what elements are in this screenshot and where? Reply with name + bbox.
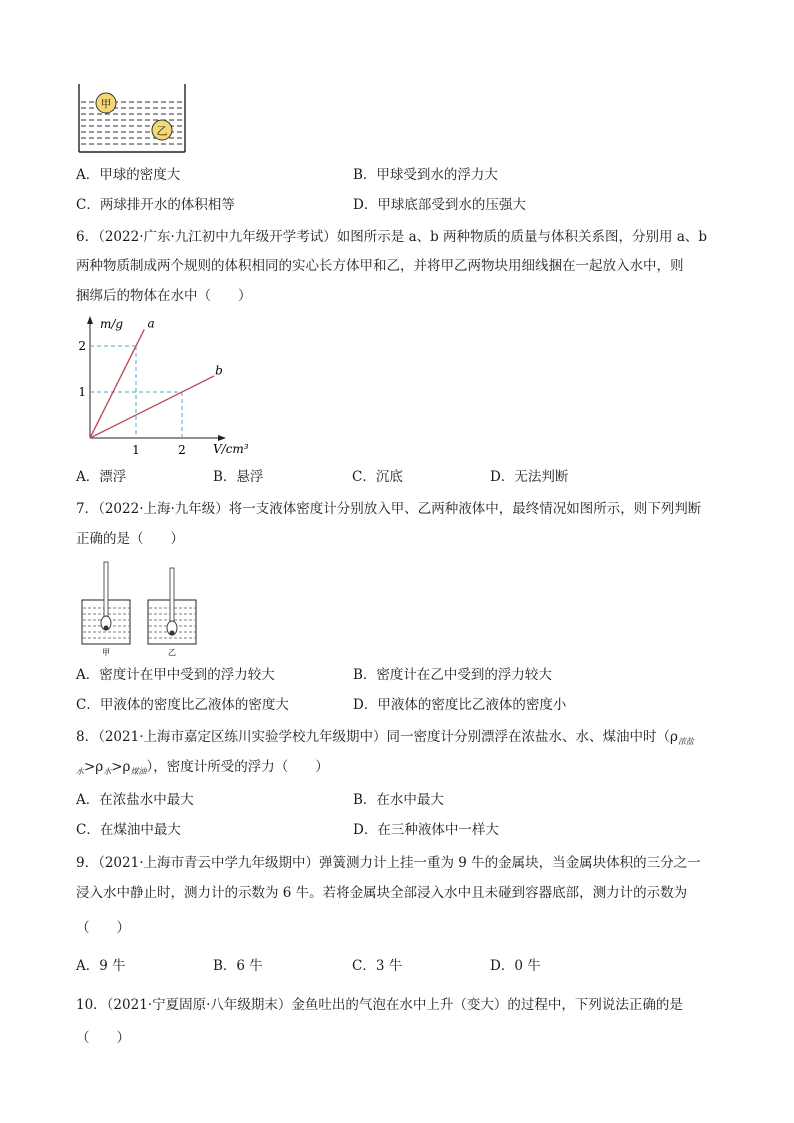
y-tick-1: 1 bbox=[78, 385, 86, 399]
q8-gt-1: >ρ bbox=[84, 759, 104, 775]
y-tick-2: 2 bbox=[78, 339, 86, 353]
ball-jia bbox=[96, 93, 116, 113]
q8-sub-water: 水 bbox=[103, 767, 112, 776]
x-axis-label: V/cm³ bbox=[213, 442, 249, 456]
y-axis-label: m/g bbox=[100, 317, 124, 331]
q9-stem-line1: 9．（2021·上海市青云中学九年级期中）弹簧测力计上挂一重为 9 牛的金属块，当金属块体积的三分之一 bbox=[76, 855, 701, 871]
q8-stem-line2 bbox=[76, 758, 329, 781]
q6-option-b: B．悬浮 bbox=[213, 469, 264, 485]
q9-stem-line3: （ ） bbox=[76, 920, 130, 936]
q9-option-b: B．6 牛 bbox=[213, 958, 263, 974]
q8-stem-text: 8．（2021·上海市嘉定区练川实验学校九年级期中）同一密度计分别漂浮在浓盐水、水、煤油中时（ρ bbox=[76, 729, 678, 745]
ball-jia-label: 甲 bbox=[100, 97, 112, 111]
q8-stem-line1 bbox=[76, 728, 694, 751]
ball-yi-label: 乙 bbox=[156, 124, 168, 138]
beaker-jia bbox=[82, 562, 130, 644]
q9-stem-line2: 浸入水中静止时，测力计的示数为 6 牛。若将金属块全部浸入水中且未碰到容器底部，测力计的示数为 bbox=[76, 885, 688, 901]
q7-option-b: B．密度计在乙中受到的浮力较大 bbox=[353, 667, 552, 683]
x-tick-2: 2 bbox=[178, 443, 186, 457]
container-walls bbox=[79, 84, 185, 152]
q5-option-c: C．两球排开水的体积相等 bbox=[76, 197, 235, 213]
series-line-b bbox=[90, 376, 214, 438]
q8-gt-2: >ρ bbox=[111, 759, 131, 775]
series-lines bbox=[90, 329, 214, 438]
q8-option-a: A．在浓盐水中最大 bbox=[76, 792, 194, 808]
q10-stem-line2: （ ） bbox=[76, 1030, 130, 1046]
q9-option-d: D．0 牛 bbox=[490, 958, 541, 974]
q8-option-b: B．在水中最大 bbox=[353, 792, 444, 808]
q6-option-a: A．漂浮 bbox=[76, 469, 127, 485]
q6-stem-line1: 6．（2022·广东·九江初中九年级开学考试）如图所示是 a、b 两种物质的质量与体积关系图，分别用 a、b bbox=[76, 229, 708, 245]
q9-option-a: A．9 牛 bbox=[76, 958, 126, 974]
q7-stem-line1: 7．（2022·上海·九年级）将一支液体密度计分别放入甲、乙两种液体中，最终情况如图所示，则下列判断 bbox=[76, 501, 702, 517]
y-axis-arrow bbox=[87, 316, 93, 324]
q9-option-c: C．3 牛 bbox=[352, 958, 403, 974]
q7-option-c: C．甲液体的密度比乙液体的密度大 bbox=[76, 697, 289, 713]
series-a-label: a bbox=[147, 316, 155, 331]
q7-stem-line2: 正确的是（ ） bbox=[76, 531, 184, 547]
q7-option-a: A．密度计在甲中受到的浮力较大 bbox=[76, 667, 275, 683]
q8-sub-brine-cont: 水 bbox=[76, 767, 84, 776]
q6-stem-line2: 两种物质制成两个规则的体积相同的实心长方体甲和乙，并将甲乙两物块用细线捆在一起放入水中，则 bbox=[76, 258, 684, 274]
q7-hydrometer-figure bbox=[76, 560, 206, 656]
beaker-yi-label: 乙 bbox=[168, 648, 176, 656]
q5-option-b: B．甲球受到水的浮力大 bbox=[353, 167, 498, 183]
x-tick-1: 1 bbox=[132, 443, 140, 457]
q6-option-d: D．无法判断 bbox=[490, 469, 569, 485]
q5-option-d: D．甲球底部受到水的压强大 bbox=[353, 197, 526, 213]
q8-stem-end: ），密度计所受的浮力（ ） bbox=[146, 759, 329, 775]
q6-option-c: C．沉底 bbox=[352, 469, 403, 485]
q8-option-d: D．在三种液体中一样大 bbox=[353, 822, 499, 838]
q8-sub-kerosene: 煤油 bbox=[130, 767, 147, 776]
q7-option-d: D．甲液体的密度比乙液体的密度小 bbox=[353, 697, 567, 713]
q6-mass-volume-graph bbox=[76, 312, 256, 460]
ball-yi bbox=[152, 120, 172, 140]
x-axis-arrow bbox=[218, 435, 226, 441]
q6-stem-line3: 捆绑后的物体在水中（ ） bbox=[76, 288, 252, 304]
guide-lines bbox=[90, 346, 182, 438]
q5-option-a: A．甲球的密度大 bbox=[76, 167, 181, 183]
q8-sub-brine: 浓盐 bbox=[677, 737, 694, 746]
beaker-yi bbox=[148, 568, 196, 644]
q10-stem-line1: 10．（2021·宁夏固原·八年级期末）金鱼吐出的气泡在水中上升（变大）的过程中，下列说法正确的是 bbox=[76, 997, 683, 1013]
series-b-label: b bbox=[215, 363, 223, 378]
q5-container-figure bbox=[76, 80, 188, 156]
beaker-jia-label: 甲 bbox=[102, 648, 110, 656]
q8-option-c: C．在煤油中最大 bbox=[76, 822, 181, 838]
